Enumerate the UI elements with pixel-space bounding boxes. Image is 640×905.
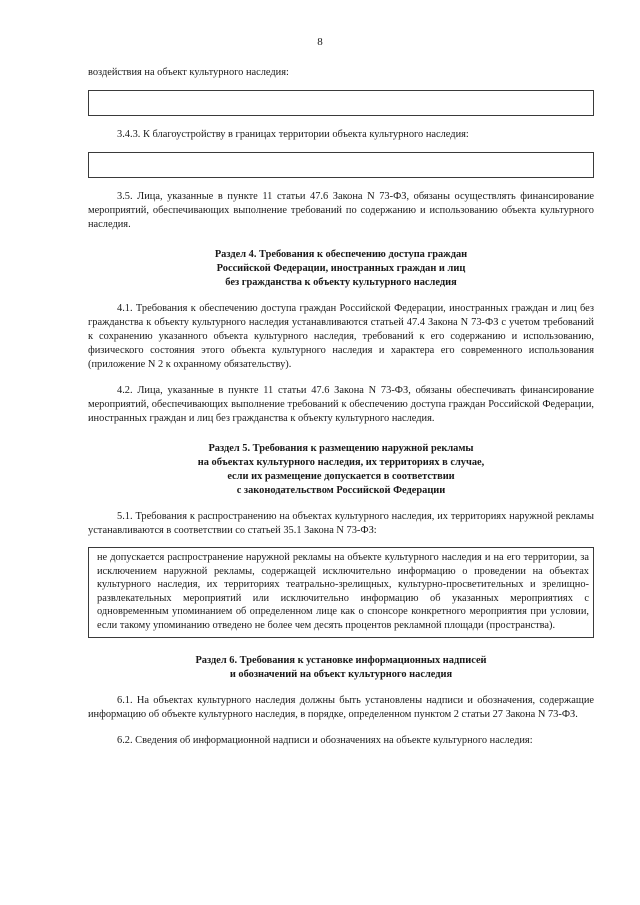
paragraph-3-4-3: 3.4.3. К благоустройству в границах территории объекта культурного наследия: [117, 129, 469, 140]
intro-paragraph: воздействия на объект культурного наследия: [88, 67, 289, 78]
page-number: 8 [317, 36, 323, 48]
section-5-heading-line: на объектах культурного наследия, их территориях в случае, [197, 457, 485, 468]
paragraph-4-2: 4.2. Лица, указанные в пункте 11 статьи 47.6 Закона N 73-ФЗ, обязаны обеспечивать финансирование мероприятий, обеспечивающих выполнение требований к обеспечению доступа граждан Российской Федерации, иностранных граждан и лиц без гражданства к объекту культурного наследия. [88, 385, 594, 424]
blank-field-landscaping [88, 152, 594, 178]
section-4-heading-line: Российской Федерации, иностранных граждан и лиц [216, 263, 466, 274]
section-6-heading-line: Раздел 6. Требования к установке информационных надписей [195, 654, 487, 666]
paragraph-4-1: 4.1. Требования к обеспечению доступа граждан Российской Федерации, иностранных граждан и лиц без гражданства к объекту культурного наследия устанавливаются статьей 47.4 Закона N 73-ФЗ с учетом требований к сохранению указанного объекта культурного наследия, требований к его содержанию и использованию, физического состояния этого объекта культурного наследия и характера его современного использования (приложение N 2 к охранному обязательству). [88, 303, 594, 370]
section-4-heading [88, 248, 594, 290]
section-6-heading [88, 654, 594, 682]
section-5-heading-line: если их размещение допускается в соответствии [227, 471, 455, 482]
paragraph-5-1: 5.1. Требования к распространению на объектах культурного наследия, их территориях наружной рекламы устанавливаются в соответствии со статьей 35.1 Закона N 73-ФЗ: [88, 511, 594, 536]
paragraph-6-1: 6.1. На объектах культурного наследия должны быть установлены надписи и обозначения, содержащие информацию об объекте культурного наследия, в порядке, определенном пунктом 2 статьи 27 Закона N 73-ФЗ. [88, 694, 594, 720]
section-4-heading-line: Раздел 4. Требования к обеспечению доступа граждан [214, 249, 468, 260]
advertising-restriction-text: не допускается распространение наружной рекламы на объекте культурного наследия и на его территории, за исключением наружной рекламы, содержащей исключительно информацию о проведении на объектах культурного наследия, их территориях театрально-зрелищных, культурно-просветительных и зрелищно-развлекательных мероприятий или исключительно информацию об указанных мероприятиях с одновременным упоминанием об определенном лице как о спонсоре конкретного мероприятия при условии, если такому упоминанию отведено не более чем десять процентов рекламной площади (пространства). [97, 552, 589, 631]
document-body [88, 66, 594, 748]
section-5-heading-line: с законодательством Российской Федерации [236, 485, 446, 496]
section-6-heading-line: и обозначений на объект культурного наследия [229, 668, 453, 680]
section-4-heading-line: без гражданства к объекту культурного наследия [225, 277, 457, 288]
blank-field-impact [88, 90, 594, 116]
advertising-restriction-box [88, 547, 594, 638]
paragraph-3-5: 3.5. Лица, указанные в пункте 11 статьи 47.6 Закона N 73-ФЗ, обязаны осуществлять финансирование мероприятий, обеспечивающих выполнение требований по содержанию и использованию объекта культурного наследия. [88, 191, 594, 230]
section-5-heading-line: Раздел 5. Требования к размещению наружной рекламы [208, 443, 474, 454]
paragraph-6-2: 6.2. Сведения об информационной надписи и обозначениях на объекте культурного наследия: [117, 734, 533, 746]
section-5-heading [88, 442, 594, 498]
